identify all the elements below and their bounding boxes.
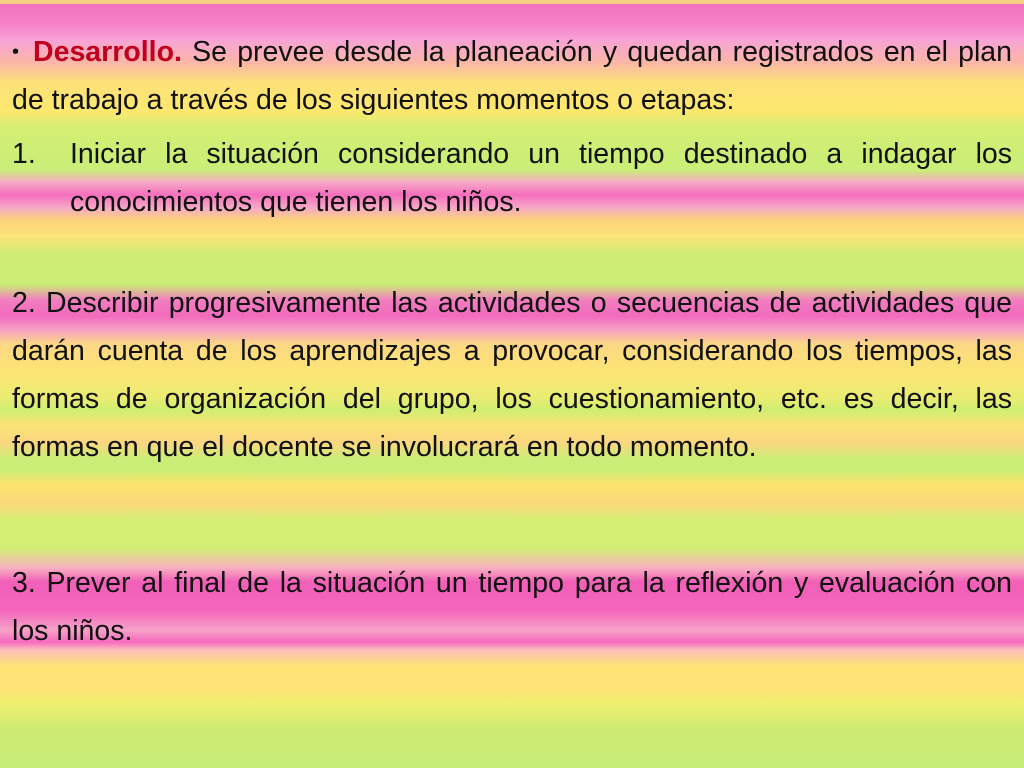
list-item-2: 2. Describir progresivamente las actividades o secuencias de actividades que darán cuenta de los aprendizajes a provocar, considerando los tiempos, las formas de organización del grupo, los cuestionamiento, etc. es decir, las formas en que el docente se involucrará en todo momento.: [12, 287, 1012, 463]
list-item-number: 1.: [12, 138, 36, 170]
list-item-1: [12, 130, 1012, 226]
bullet-icon: •: [12, 41, 20, 63]
intro-text: Se prevee desde la planeación y quedan registrados en el plan de trabajo a través de los siguientes momentos o etapas:: [12, 36, 1013, 116]
slide-content: [12, 28, 1012, 655]
list-item-text: Iniciar la situación considerando un tiempo destinado a indagar los conocimientos que tienen los niños.: [70, 138, 1012, 218]
intro-paragraph: [12, 28, 1012, 124]
intro-term: Desarrollo.: [33, 36, 182, 68]
list-item-3: 3. Prever al final de la situación un tiempo para la reflexión y evaluación con los niños.: [12, 567, 1012, 647]
